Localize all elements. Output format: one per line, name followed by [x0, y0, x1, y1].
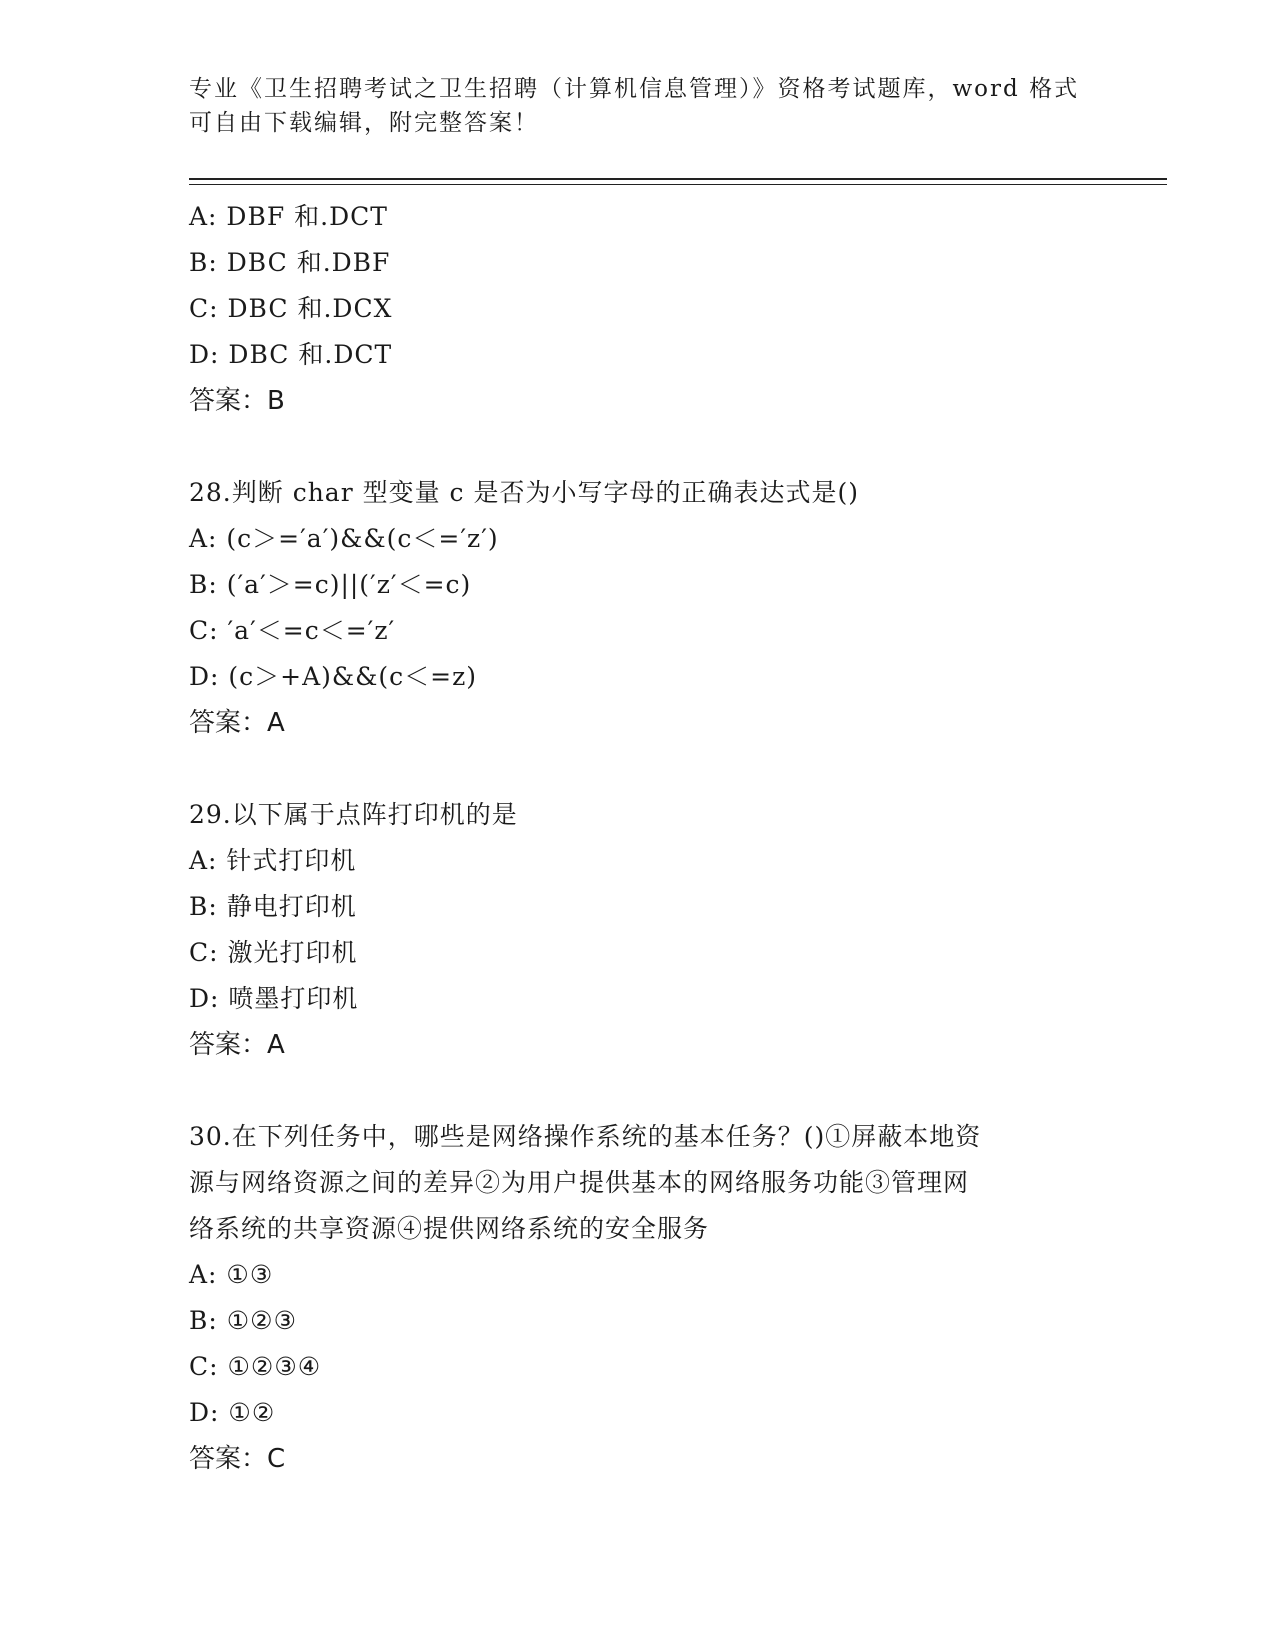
header-line-2: 可自由下载编辑，附完整答案！: [189, 110, 539, 136]
option-d: D: ①②: [189, 1398, 276, 1427]
option-c: C: 激光打印机: [189, 938, 358, 967]
answer: 答案：A: [189, 708, 285, 738]
header-divider: [189, 178, 1167, 180]
question-text-line-1: 30.在下列任务中，哪些是网络操作系统的基本任务？()①屏蔽本地资: [189, 1122, 982, 1151]
question-27: [189, 194, 1089, 424]
option-b: B: 静电打印机: [189, 892, 357, 921]
header-line-1: 专业《卫生招聘考试之卫生招聘（计算机信息管理）》资格考试题库，word 格式: [189, 76, 1080, 102]
spacer: [189, 1068, 1089, 1114]
answer: 答案：B: [189, 386, 285, 416]
header-divider-thin: [189, 184, 1167, 185]
option-d: D: (c＞+A)&&(c＜=z): [189, 662, 478, 691]
question-29: [189, 792, 1089, 1068]
question-text-line-3: 络系统的共享资源④提供网络系统的安全服务: [189, 1214, 710, 1243]
question-28: [189, 470, 1089, 746]
option-a: A: DBF 和.DCT: [189, 202, 388, 231]
option-b: B: (′a′＞=c)||(′z′＜=c): [189, 570, 472, 599]
option-b: B: DBC 和.DBF: [189, 248, 391, 277]
question-list: [189, 194, 1089, 1482]
option-b: B: ①②③: [189, 1306, 297, 1335]
option-c: C: ′a′＜=c＜=′z′: [189, 616, 396, 645]
document-header: [189, 72, 1089, 140]
question-text: 29.以下属于点阵打印机的是: [189, 800, 518, 829]
answer: 答案：C: [189, 1444, 286, 1474]
question-text-line-2: 源与网络资源之间的差异②为用户提供基本的网络服务功能③管理网: [189, 1168, 970, 1197]
spacer: [189, 424, 1089, 470]
option-c: C: ①②③④: [189, 1352, 322, 1381]
option-c: C: DBC 和.DCX: [189, 294, 393, 323]
option-a: A: (c＞=′a′)&&(c＜=′z′): [189, 524, 499, 553]
spacer: [189, 746, 1089, 792]
answer: 答案：A: [189, 1030, 285, 1060]
option-a: A: ①③: [189, 1260, 274, 1289]
option-a: A: 针式打印机: [189, 846, 357, 875]
question-text: 28.判断 char 型变量 c 是否为小写字母的正确表达式是(): [189, 478, 860, 507]
option-d: D: DBC 和.DCT: [189, 340, 393, 369]
option-d: D: 喷墨打印机: [189, 984, 359, 1013]
question-30: [189, 1114, 1089, 1482]
